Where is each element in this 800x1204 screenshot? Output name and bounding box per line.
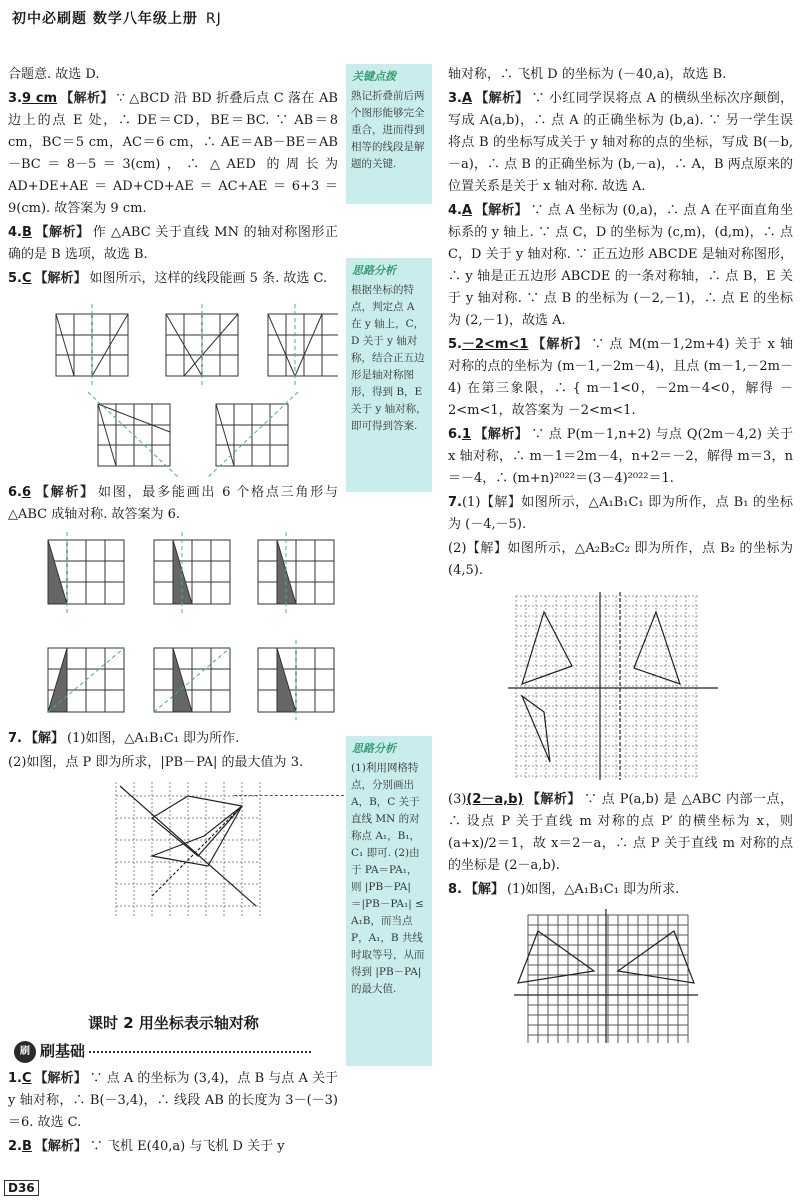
brush-label: 刷基础 bbox=[40, 1042, 86, 1060]
r6-tag: 【解析】 bbox=[474, 427, 529, 442]
r6 bbox=[448, 424, 793, 490]
r5-number: 5. bbox=[448, 337, 462, 352]
r8-tag: 【解】 bbox=[464, 882, 504, 897]
r5 bbox=[448, 334, 793, 422]
r7-part3-label: (3) bbox=[448, 792, 467, 807]
q3 bbox=[8, 88, 338, 220]
q6-text: 如图，最多能画出 6 个格点三角形与 △ABC 成轴对称. 故答案为 6. bbox=[8, 485, 338, 522]
q6-number: 6. bbox=[8, 485, 22, 500]
r4-number: 4. bbox=[448, 203, 462, 218]
q5-figure bbox=[8, 292, 338, 482]
r7-part3-answer: (2－a,b) bbox=[466, 792, 524, 807]
r8-figure bbox=[448, 903, 793, 1053]
q3-text: ∵ △BCD 沿 BD 折叠后点 C 落在 AB 边上的点 E 处，∴ DE＝CD，BE＝BC. ∵ AB＝8 cm，BC＝5 cm，AC＝6 cm，∴ AE＝AB－BE＝AB－BC＝8－5＝3(cm)，∴ △AED 的周长为 AD+DE+AE＝AD+CD+AE＝AC+AE＝6+3＝9(cm). 故答案为 9 cm. bbox=[8, 91, 338, 216]
q5-text: 如图所示，这样的线段能画 5 条. 故选 C. bbox=[89, 271, 328, 286]
q7-tag: 【解】 bbox=[24, 731, 64, 746]
r3-number: 3. bbox=[448, 91, 462, 106]
dotted-rule bbox=[89, 1051, 311, 1053]
q6-figure bbox=[8, 528, 338, 728]
q7-part2: (2)如图，点 P 即为所求，|PB－PA| 的最大值为 3. bbox=[8, 755, 304, 770]
q5 bbox=[8, 268, 338, 290]
r7 bbox=[448, 492, 793, 536]
q6 bbox=[8, 482, 338, 526]
analysis-note-1 bbox=[346, 258, 432, 492]
b2-tag: 【解析】 bbox=[34, 1139, 87, 1154]
q3-tag: 【解析】 bbox=[60, 91, 114, 106]
q4 bbox=[8, 222, 338, 266]
analysis-title-1: 思路分析 bbox=[352, 264, 396, 277]
key-tip-note bbox=[346, 64, 432, 204]
r4-answer: A bbox=[461, 203, 473, 218]
left-column bbox=[8, 64, 338, 926]
header-edition: RJ bbox=[205, 11, 222, 27]
r7-figure bbox=[448, 584, 793, 789]
key-tip-text: 熟记折叠前后两个图形能够完全重合，进而得到相等的线段是解题的关键. bbox=[351, 90, 425, 170]
q3-answer: 9 cm bbox=[21, 91, 58, 106]
header-title: 初中必刷题 数学八年级上册 bbox=[12, 11, 198, 27]
key-tip-title: 关键点拨 bbox=[352, 70, 396, 83]
r8-number: 8. bbox=[448, 882, 462, 897]
r6-number: 6. bbox=[448, 427, 462, 442]
r7-text-1: (1)【解】如图所示，△A₁B₁C₁ 即为所作，点 B₁ 的坐标为 (－4,－5). bbox=[448, 495, 793, 532]
page-header bbox=[12, 8, 222, 28]
brush-icon: 刷 bbox=[14, 1041, 36, 1063]
b1-answer: C bbox=[21, 1071, 32, 1086]
r4-tag: 【解析】 bbox=[475, 203, 528, 218]
b2-text: ∵ 飞机 E(40,a) 与飞机 D 关于 y bbox=[89, 1139, 285, 1154]
right-line-0: 轴对称，∴ 飞机 D 的坐标为 (－40,a)，故选 B. bbox=[448, 67, 727, 82]
q4-text: 作 △ABC 关于直线 MN 的轴对称图形正确的是 B 选项，故选 B. bbox=[8, 225, 338, 262]
r5-answer: －2<m<1 bbox=[461, 337, 529, 352]
q7-figure bbox=[8, 776, 338, 926]
q4-number: 4. bbox=[8, 225, 22, 240]
r3-text: ∵ 小红同学误将点 A 的横纵坐标次序颠倒，写成 A(a,b)，∴ 点 A 的正确坐标为 (b,a). ∵ 另一学生误将点 B 的坐标写成关于 y 轴对称的点的坐标，写成 B(－b,－a)，∴ 点 B 的正确坐标为 (b,－a)，∴ A，B 两点原来的位置关系是关于 x 轴对称. 故选 A. bbox=[448, 91, 793, 194]
r3 bbox=[448, 88, 793, 198]
analysis-note-2 bbox=[346, 736, 432, 1066]
brush-basics-heading bbox=[14, 1040, 311, 1063]
r3-answer: A bbox=[461, 91, 473, 106]
b2 bbox=[8, 1136, 338, 1158]
r7-part2: (2)【解】如图所示，△A₂B₂C₂ 即为所作，点 B₂ 的坐标为 (4,5). bbox=[448, 541, 793, 578]
q7 bbox=[8, 728, 338, 750]
r7-part3-tag: 【解析】 bbox=[526, 792, 581, 807]
page-number: D36 bbox=[4, 1180, 39, 1196]
basics-column bbox=[8, 1068, 338, 1160]
r5-text: ∵ 点 M(m－1,2m+4) 关于 x 轴对称的点的坐标为 (m－1,－2m－4)，且点 (m－1,－2m－4) 在第三象限，∴ { m－1<0，－2m－4<0，解得 －2<m<1，故答案为 －2<m<1. bbox=[448, 337, 793, 418]
r8 bbox=[448, 879, 793, 901]
r3-tag: 【解析】 bbox=[475, 91, 529, 106]
analysis-title-2: 思路分析 bbox=[352, 742, 396, 755]
q6-answer: 6 bbox=[21, 485, 32, 500]
r7-part3 bbox=[448, 789, 793, 877]
r6-text: ∵ 点 P(m－1,n+2) 与点 Q(2m－4,2) 关于 x 轴对称，∴ m－1＝2m－4，n+2＝－2，解得 m＝3，n＝－4，∴ (m+n)²⁰²²＝(3－4)²⁰²²＝1. bbox=[448, 427, 793, 486]
q4-tag: 【解析】 bbox=[34, 225, 90, 240]
r4 bbox=[448, 200, 793, 332]
b2-answer: B bbox=[21, 1139, 32, 1154]
left-line-0: 合题意. 故选 D. bbox=[8, 67, 100, 82]
b1-tag: 【解析】 bbox=[34, 1071, 87, 1086]
b1-number: 1. bbox=[8, 1071, 22, 1086]
r4-text: ∵ 点 A 坐标为 (0,a)，∴ 点 A 在平面直角坐标系的 y 轴上. ∵ 点 C，D 的坐标为 (c,m)，(d,m)，∴ 点 C，D 关于 y 轴对称. ∵ 正五边形 ABCDE 是轴对称图形，∴ y 轴是正五边形 ABCDE 的一条对称轴，∴ 点 B，E 关于 y 轴对称. ∵ 点 B 的坐标为 (－2,－1)，∴ 点 E 的坐标为 (2,－1)，故选 A. bbox=[448, 203, 793, 328]
b2-number: 2. bbox=[8, 1139, 22, 1154]
lesson-title: 课时 2 用坐标表示轴对称 bbox=[88, 1014, 259, 1032]
leader-line bbox=[234, 795, 344, 796]
analysis-text-1: 根据坐标的特点，判定点 A 在 y 轴上，C，D 关于 y 轴对称，结合正五边形是轴对称图形，得到 B，E 关于 y 轴对称，即可得到答案. bbox=[351, 284, 427, 432]
analysis-text-2: (1)利用网格特点，分别画出 A，B，C 关于直线 MN 的对称点 A₁，B₁，C₁ 即可. (2)由于 PA＝PA₁，则 |PB－PA|＝|PB－PA₁| ≤ A₁B，而当点 P，A₁，B 共线时取等号，从而得到 |PB－PA| 的最大值. bbox=[351, 762, 425, 995]
b1-text: ∵ 点 A 的坐标为 (3,4)，点 B 与点 A 关于 y 轴对称，∴ B(－3,4)，∴ 线段 AB 的长度为 3－(－3)＝6. 故选 C. bbox=[8, 1071, 338, 1130]
r8-text: (1)如图，△A₁B₁C₁ 即为所求. bbox=[507, 882, 680, 897]
r5-tag: 【解析】 bbox=[531, 337, 589, 352]
q7-text-1: (1)如图，△A₁B₁C₁ 即为所作. bbox=[67, 731, 240, 746]
q5-answer: C bbox=[21, 271, 32, 286]
r7-number: 7. bbox=[448, 495, 462, 510]
b1 bbox=[8, 1068, 338, 1134]
r6-answer: 1 bbox=[461, 427, 472, 442]
q6-tag: 【解析】 bbox=[34, 485, 95, 500]
right-column bbox=[448, 64, 793, 1053]
q5-tag: 【解析】 bbox=[34, 271, 87, 286]
q5-number: 5. bbox=[8, 271, 22, 286]
q4-answer: B bbox=[21, 225, 32, 240]
q3-number: 3. bbox=[8, 91, 22, 106]
r7-part3-text: ∵ 点 P(a,b) 是 △ABC 内部一点，∴ 设点 P 关于直线 m 对称的点 P′ 的横坐标为 x，则 (a+x)/2＝1，故 x＝2－a，∴ 点 P 关于直线 m 对称的点的坐标是 (2－a,b). bbox=[448, 792, 793, 873]
q7-number: 7. bbox=[8, 731, 22, 746]
